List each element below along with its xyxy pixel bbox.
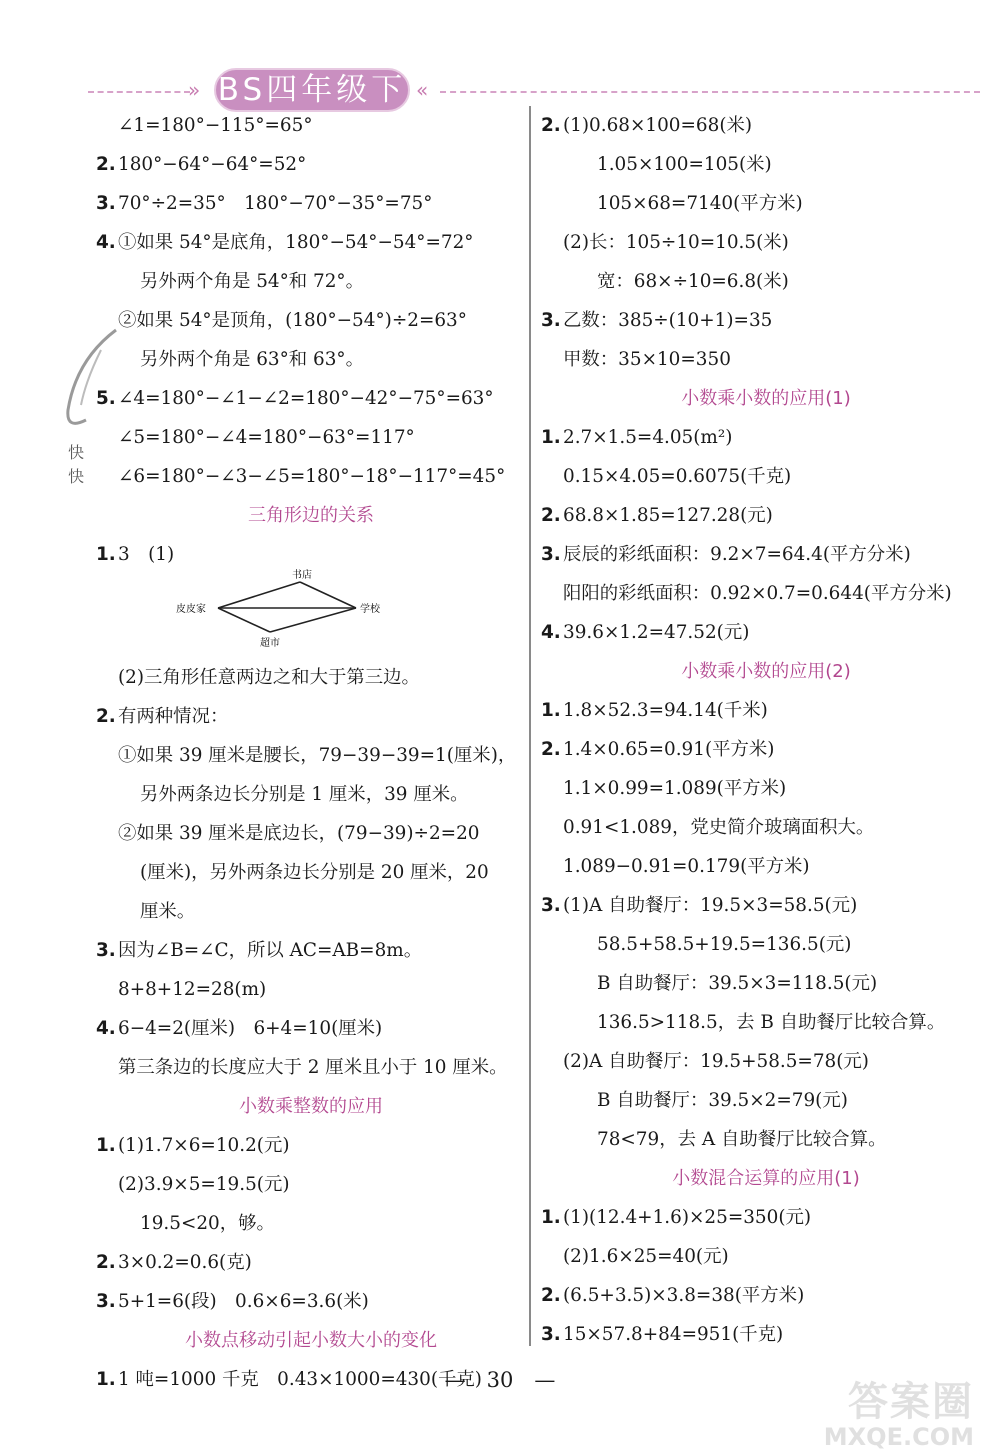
question-number: 5. bbox=[96, 388, 116, 409]
section-heading: 小数乘整数的应用 bbox=[239, 1096, 383, 1117]
answer-line bbox=[96, 1204, 526, 1243]
answer-text: 0.91<1.089，党史简介玻璃面积大。 bbox=[563, 817, 875, 838]
answer-line bbox=[541, 457, 991, 496]
answer-line bbox=[541, 262, 991, 301]
route-line bbox=[300, 582, 356, 608]
header-dashed-line-left bbox=[88, 91, 190, 93]
margin-mark: 快 bbox=[68, 443, 85, 462]
watermark-url: MXQE.COM bbox=[823, 1423, 974, 1451]
answer-text: 宽：68×÷10=6.8(米) bbox=[597, 271, 789, 292]
answer-line bbox=[96, 418, 526, 457]
column-divider bbox=[529, 106, 531, 1346]
arrow-decoration-icon: » bbox=[188, 78, 201, 102]
answer-text: 78<79，去 A 自助餐厅比较合算。 bbox=[597, 1129, 887, 1150]
answer-text: 70°÷2=35° 180°−70°−35°=75° bbox=[118, 193, 433, 214]
answer-text: 1.089−0.91=0.179(平方米) bbox=[563, 856, 810, 877]
question-number: 2. bbox=[541, 739, 561, 760]
answer-text: 19.5<20，够。 bbox=[140, 1213, 275, 1234]
answer-line bbox=[96, 1243, 526, 1282]
question-number: 1. bbox=[541, 700, 561, 721]
margin-mark: 快 bbox=[68, 467, 85, 486]
answer-text: 另外两条边长分别是 1 厘米，39 厘米。 bbox=[140, 784, 469, 805]
answer-line bbox=[541, 301, 991, 340]
answer-line bbox=[541, 184, 991, 223]
answer-line bbox=[541, 730, 991, 769]
answer-text: 甲数：35×10=350 bbox=[563, 349, 731, 370]
answer-text: 2.7×1.5=4.05(m²) bbox=[563, 427, 733, 448]
question-number: 1. bbox=[541, 1207, 561, 1228]
answer-text: (2)3.9×5=19.5(元) bbox=[118, 1174, 290, 1195]
answer-text: ∠6=180°−∠3−∠5=180°−18°−117°=45° bbox=[118, 466, 506, 487]
answer-text: 1 吨=1000 千克 0.43×1000=430(千克) bbox=[118, 1369, 482, 1390]
answer-line bbox=[541, 808, 991, 847]
question-number: 4. bbox=[541, 622, 561, 643]
answer-line bbox=[541, 106, 991, 145]
answer-text: 3×0.2=0.6(克) bbox=[118, 1252, 252, 1273]
answer-line bbox=[541, 925, 991, 964]
question-number: 1. bbox=[96, 1369, 116, 1390]
question-number: 4. bbox=[96, 1018, 116, 1039]
answer-line bbox=[96, 223, 526, 262]
header-dashed-line-right bbox=[440, 91, 980, 93]
answer-text: B 自助餐厅：39.5×2=79(元) bbox=[597, 1090, 848, 1111]
answer-text: 第三条边的长度应大于 2 厘米且小于 10 厘米。 bbox=[118, 1057, 508, 1078]
answer-text: 1.8×52.3=94.14(千米) bbox=[563, 700, 768, 721]
answer-line bbox=[96, 697, 526, 736]
answer-text: ∠4=180°−∠1−∠2=180°−42°−75°=63° bbox=[118, 388, 494, 409]
answer-line bbox=[541, 1237, 991, 1276]
answer-line bbox=[541, 574, 991, 613]
section-heading: 三角形边的关系 bbox=[248, 505, 374, 526]
question-number: 2. bbox=[96, 706, 116, 727]
answer-text: (1)A 自助餐厅：19.5×3=58.5(元) bbox=[563, 895, 858, 916]
left-answer-column bbox=[96, 106, 526, 1399]
answer-line bbox=[541, 223, 991, 262]
answer-line bbox=[96, 1048, 526, 1087]
answer-text: 厘米。 bbox=[140, 901, 196, 922]
answer-line bbox=[541, 535, 991, 574]
answer-line bbox=[541, 964, 991, 1003]
question-number: 2. bbox=[96, 1252, 116, 1273]
question-number: 1. bbox=[541, 427, 561, 448]
answer-line bbox=[96, 814, 526, 853]
watermark-text: 答案圈 bbox=[848, 1379, 974, 1425]
diagram-label-supermarket: 超市 bbox=[260, 638, 280, 649]
question-number: 1. bbox=[96, 544, 116, 565]
answer-line bbox=[541, 886, 991, 925]
answer-line bbox=[96, 340, 526, 379]
page-number: — 30 — bbox=[444, 1368, 556, 1392]
answer-text: B 自助餐厅：39.5×3=118.5(元) bbox=[597, 973, 878, 994]
answer-line bbox=[541, 145, 991, 184]
answer-line bbox=[541, 847, 991, 886]
answer-line bbox=[96, 775, 526, 814]
answer-text: 辰辰的彩纸面积：9.2×7=64.4(平方分米) bbox=[563, 544, 911, 565]
answer-text: (1)0.68×100=68(米) bbox=[563, 115, 753, 136]
route-line bbox=[270, 608, 356, 632]
answer-line bbox=[541, 1315, 991, 1354]
answer-line bbox=[541, 613, 991, 652]
answer-line bbox=[96, 853, 526, 892]
answer-line bbox=[96, 379, 526, 418]
question-number: 2. bbox=[541, 115, 561, 136]
question-number: 2. bbox=[96, 154, 116, 175]
arrow-decoration-icon: « bbox=[416, 78, 429, 102]
answer-line bbox=[96, 1009, 526, 1048]
answer-text: ∠1=180°−115°=65° bbox=[118, 115, 313, 136]
answer-text: (2)1.6×25=40(元) bbox=[563, 1246, 729, 1267]
answer-line bbox=[96, 1126, 526, 1165]
answer-text: 1.4×0.65=0.91(平方米) bbox=[563, 739, 775, 760]
route-line bbox=[218, 608, 270, 632]
answer-text: 因为∠B=∠C，所以 AC=AB=8m。 bbox=[118, 940, 423, 961]
question-number: 4. bbox=[96, 232, 116, 253]
answer-line bbox=[96, 931, 526, 970]
section-heading: 小数乘小数的应用(1) bbox=[681, 388, 851, 409]
answer-text: 1.1×0.99=1.089(平方米) bbox=[563, 778, 787, 799]
question-number: 3. bbox=[96, 1291, 116, 1312]
answer-line bbox=[541, 1003, 991, 1042]
answer-text: 105×68=7140(平方米) bbox=[597, 193, 803, 214]
answer-text: 0.15×4.05=0.6075(千克) bbox=[563, 466, 792, 487]
answer-line bbox=[541, 1120, 991, 1159]
answer-text: (2)A 自助餐厅：19.5+58.5=78(元) bbox=[563, 1051, 869, 1072]
diagram-label-home: 皮皮家 bbox=[176, 604, 206, 615]
answer-text: 8+8+12=28(m) bbox=[118, 979, 267, 1000]
answer-text: ①如果 39 厘米是腰长，79−39−39=1(厘米)， bbox=[118, 745, 517, 766]
answer-line bbox=[96, 892, 526, 931]
answer-text: 乙数：385÷(10+1)=35 bbox=[563, 310, 773, 331]
answer-line bbox=[541, 340, 991, 379]
question-number: 3. bbox=[541, 544, 561, 565]
question-number: 3. bbox=[541, 1324, 561, 1345]
section-heading: 小数混合运算的应用(1) bbox=[672, 1168, 860, 1189]
answer-line bbox=[96, 1282, 526, 1321]
answer-line bbox=[541, 769, 991, 808]
watermark-logo bbox=[794, 1380, 974, 1450]
answer-text: ∠5=180°−∠4=180°−63°=117° bbox=[118, 427, 415, 448]
question-number: 3. bbox=[541, 895, 561, 916]
section-heading: 小数点移动引起小数大小的变化 bbox=[185, 1330, 437, 1351]
section-heading: 小数乘小数的应用(2) bbox=[681, 661, 851, 682]
answer-text: (1)(12.4+1.6)×25=350(元) bbox=[563, 1207, 812, 1228]
answer-line bbox=[96, 970, 526, 1009]
route-line bbox=[218, 582, 300, 608]
route-diagram bbox=[96, 570, 526, 658]
answer-line bbox=[541, 496, 991, 535]
answer-text: ①如果 54°是底角，180°−54°−54°=72° bbox=[118, 232, 474, 253]
question-number: 3. bbox=[96, 940, 116, 961]
answer-text: 3 (1) bbox=[118, 544, 175, 565]
question-number: 1. bbox=[96, 1135, 116, 1156]
answer-text: ②如果 39 厘米是底边长，(79−39)÷2=20 bbox=[118, 823, 480, 844]
answer-text: 39.6×1.2=47.52(元) bbox=[563, 622, 750, 643]
answer-text: 阳阳的彩纸面积：0.92×0.7=0.644(平方分米) bbox=[563, 583, 952, 604]
answer-text: 另外两个角是 63°和 63°。 bbox=[140, 349, 365, 370]
question-number: 3. bbox=[96, 193, 116, 214]
answer-line bbox=[541, 1042, 991, 1081]
answer-line bbox=[96, 145, 526, 184]
grade-badge-label: BS四年级下 bbox=[217, 72, 407, 108]
answer-text: (厘米)，另外两条边长分别是 20 厘米，20 bbox=[140, 862, 489, 883]
question-number: 2. bbox=[541, 1285, 561, 1306]
answer-text: 另外两个角是 54°和 72°。 bbox=[140, 271, 365, 292]
answer-line bbox=[541, 1198, 991, 1237]
answer-line bbox=[96, 262, 526, 301]
answer-text: 180°−64°−64°=52° bbox=[118, 154, 307, 175]
answer-line bbox=[96, 457, 526, 496]
answer-text: (6.5+3.5)×3.8=38(平方米) bbox=[563, 1285, 805, 1306]
answer-text: 15×57.8+84=951(千克) bbox=[563, 1324, 784, 1345]
diagram-label-school: 学校 bbox=[360, 604, 380, 615]
answer-text: 有两种情况： bbox=[118, 706, 229, 727]
answer-line bbox=[541, 691, 991, 730]
answer-text: 1.05×100=105(米) bbox=[597, 154, 772, 175]
question-number: 3. bbox=[541, 310, 561, 331]
answer-line bbox=[96, 1165, 526, 1204]
right-answer-column bbox=[541, 106, 991, 1354]
route-diagram-svg bbox=[166, 568, 406, 654]
answer-line bbox=[541, 418, 991, 457]
answer-line bbox=[96, 106, 526, 145]
answer-line bbox=[541, 1276, 991, 1315]
answer-line bbox=[541, 1081, 991, 1120]
question-number: 2. bbox=[541, 505, 561, 526]
answer-line bbox=[96, 658, 526, 697]
answer-text: (2)三角形任意两边之和大于第三边。 bbox=[118, 667, 420, 688]
answer-text: 68.8×1.85=127.28(元) bbox=[563, 505, 773, 526]
answer-text: 136.5>118.5，去 B 自助餐厅比较合算。 bbox=[597, 1012, 946, 1033]
answer-text: 5+1=6(段) 0.6×6=3.6(米) bbox=[118, 1291, 369, 1312]
answer-text: 6−4=2(厘米) 6+4=10(厘米) bbox=[118, 1018, 383, 1039]
answer-text: (2)长：105÷10=10.5(米) bbox=[563, 232, 789, 253]
answer-line bbox=[96, 301, 526, 340]
answer-text: 58.5+58.5+19.5=136.5(元) bbox=[597, 934, 852, 955]
answer-line bbox=[96, 736, 526, 775]
answer-line bbox=[96, 184, 526, 223]
diagram-label-bookstore: 书店 bbox=[292, 570, 312, 581]
answer-text: (1)1.7×6=10.2(元) bbox=[118, 1135, 290, 1156]
answer-text: ②如果 54°是顶角，(180°−54°)÷2=63° bbox=[118, 310, 467, 331]
